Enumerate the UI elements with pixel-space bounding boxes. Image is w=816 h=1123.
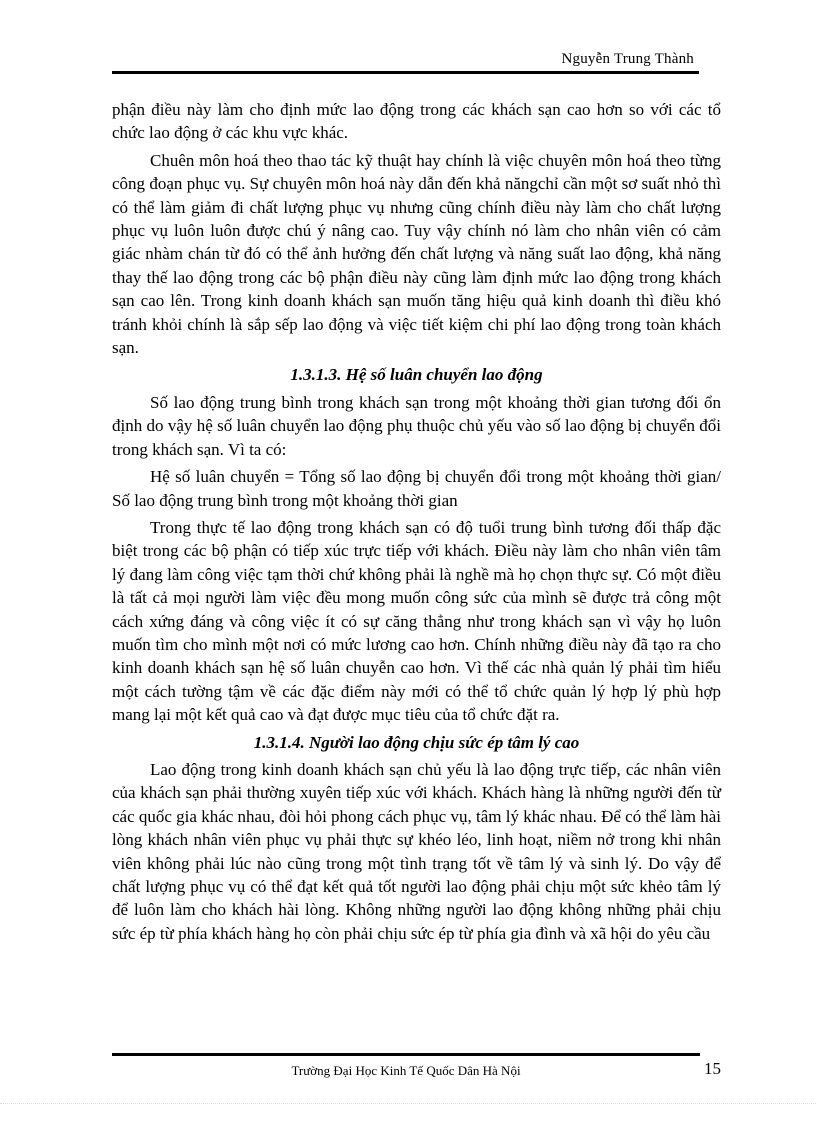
paragraph-continuation: phận điều này làm cho định mức lao động trong các khách sạn cao hơn so với các tổ chức lao động ở các khu vực khác.	[112, 100, 721, 143]
section-heading-1-3-1-4: 1.3.1.4. Người lao động chịu sức ép tâm lý cao	[253, 732, 580, 752]
footer-school-name: Trường Đại Học Kinh Tế Quốc Dân Hà Nội	[291, 1063, 521, 1078]
paragraph-specialization: Chuên môn hoá theo thao tác kỹ thuật hay chính là việc chuyên môn hoá theo từng công đoạn phục vụ. Sự chuyên môn hoá này dẫn đến khả năngchỉ cần một sơ suất nhỏ thì có thể làm giảm đi chất lượng phục vụ nhưng cũng chính điều này làm cho chất lượng phục vụ luôn luôn được chú ý nâng cao. Tuy vậy chính nó làm cho nhân viên có cảm giác nhàm chán từ đó có thể ảnh hưởng đến chất lượng và năng suất lao động, khả năng thay thế lao động trong các bộ phận điều này cũng làm định mức lao động trong khách sạn cao lên. Trong kinh doanh khách sạn muốn tăng hiệu quả kinh doanh thì điều khó tránh khỏi chính là sắp sếp lao động và việc tiết kiệm chi phí lao động trong toàn khách sạn.	[112, 150, 721, 358]
header-author: Nguyễn Trung Thành	[561, 51, 694, 67]
section-heading-1-3-1-3: 1.3.1.3. Hệ số luân chuyển lao động	[290, 365, 543, 385]
page-edge-divider	[0, 1103, 816, 1104]
paragraph-psychological-pressure: Lao động trong kinh doanh khách sạn chủ yếu là lao động trực tiếp, các nhân viên của khách sạn phải thường xuyên tiếp xúc với khách. Khách hàng là những người đến từ các quốc gia khác nhau, đòi hỏi phong cách phục vụ, tâm lý khác nhau. Để có thể làm hài lòng khách nhân viên phục vụ phải thực sự khéo léo, linh hoạt, niềm nở trong khi nhân viên không phải lúc nào cũng trong một tình trạng tốt về tâm lý và sinh lý. Do vậy để chất lượng phục vụ có thể đạt kết quả tốt người lao động phải chịu một sức khẻo tâm lý để luôn làm cho khách hài lòng. Không những người lao động không những phải chịu sức ép từ phía khách hàng họ còn phải chịu sức ép từ phía gia đình và xã hội do yêu cầu	[112, 759, 721, 943]
page-number: 15	[704, 1059, 721, 1078]
document-body	[112, 98, 721, 949]
paragraph-turnover-formula: Hệ số luân chuyển = Tổng số lao động bị chuyển đổi trong một khoảng thời gian/ Số lao động trung bình trong một khoảng thời gian	[112, 467, 721, 510]
paragraph-turnover-reality: Trong thực tế lao động trong khách sạn có độ tuổi trung bình tương đối thấp đặc biệt trong các bộ phận có tiếp xúc trực tiếp với khách. Điều này làm cho nhân viên tâm lý đang làm công việc tạm thời chứ không phải là nghề mà họ chọn thực sự. Có một điều là tất cả mọi người làm việc đều mong muốn công sức của mình sẽ được trả công một cách xứng đáng và công việc ít có sự căng thẳng như trong khách sạn vì vậy họ luôn muốn tìm cho mình một nơi có mức lương cao hơn. Chính những điều này đã tạo ra cho kinh doanh khách sạn hệ số luân chuyễn cao hơn. Vì thế các nhà quản lý phải tìm hiểu một cách tường tậm về các đặc điểm này mới có thể tổ chức quản lý hợp lý phù hợp mang lại một kết quả cao và đạt được mục tiêu của tổ chức đặt ra.	[112, 517, 721, 725]
footer-rule	[112, 1053, 700, 1056]
paragraph-turnover-intro: Số lao động trung bình trong khách sạn trong một khoảng thời gian tương đối ổn định do vậy hệ số luân chuyển lao động phụ thuộc chủ yếu vào số lao động bị chuyển đổi trong khách sạn. Vì ta có:	[112, 392, 721, 459]
header-rule	[112, 71, 699, 74]
